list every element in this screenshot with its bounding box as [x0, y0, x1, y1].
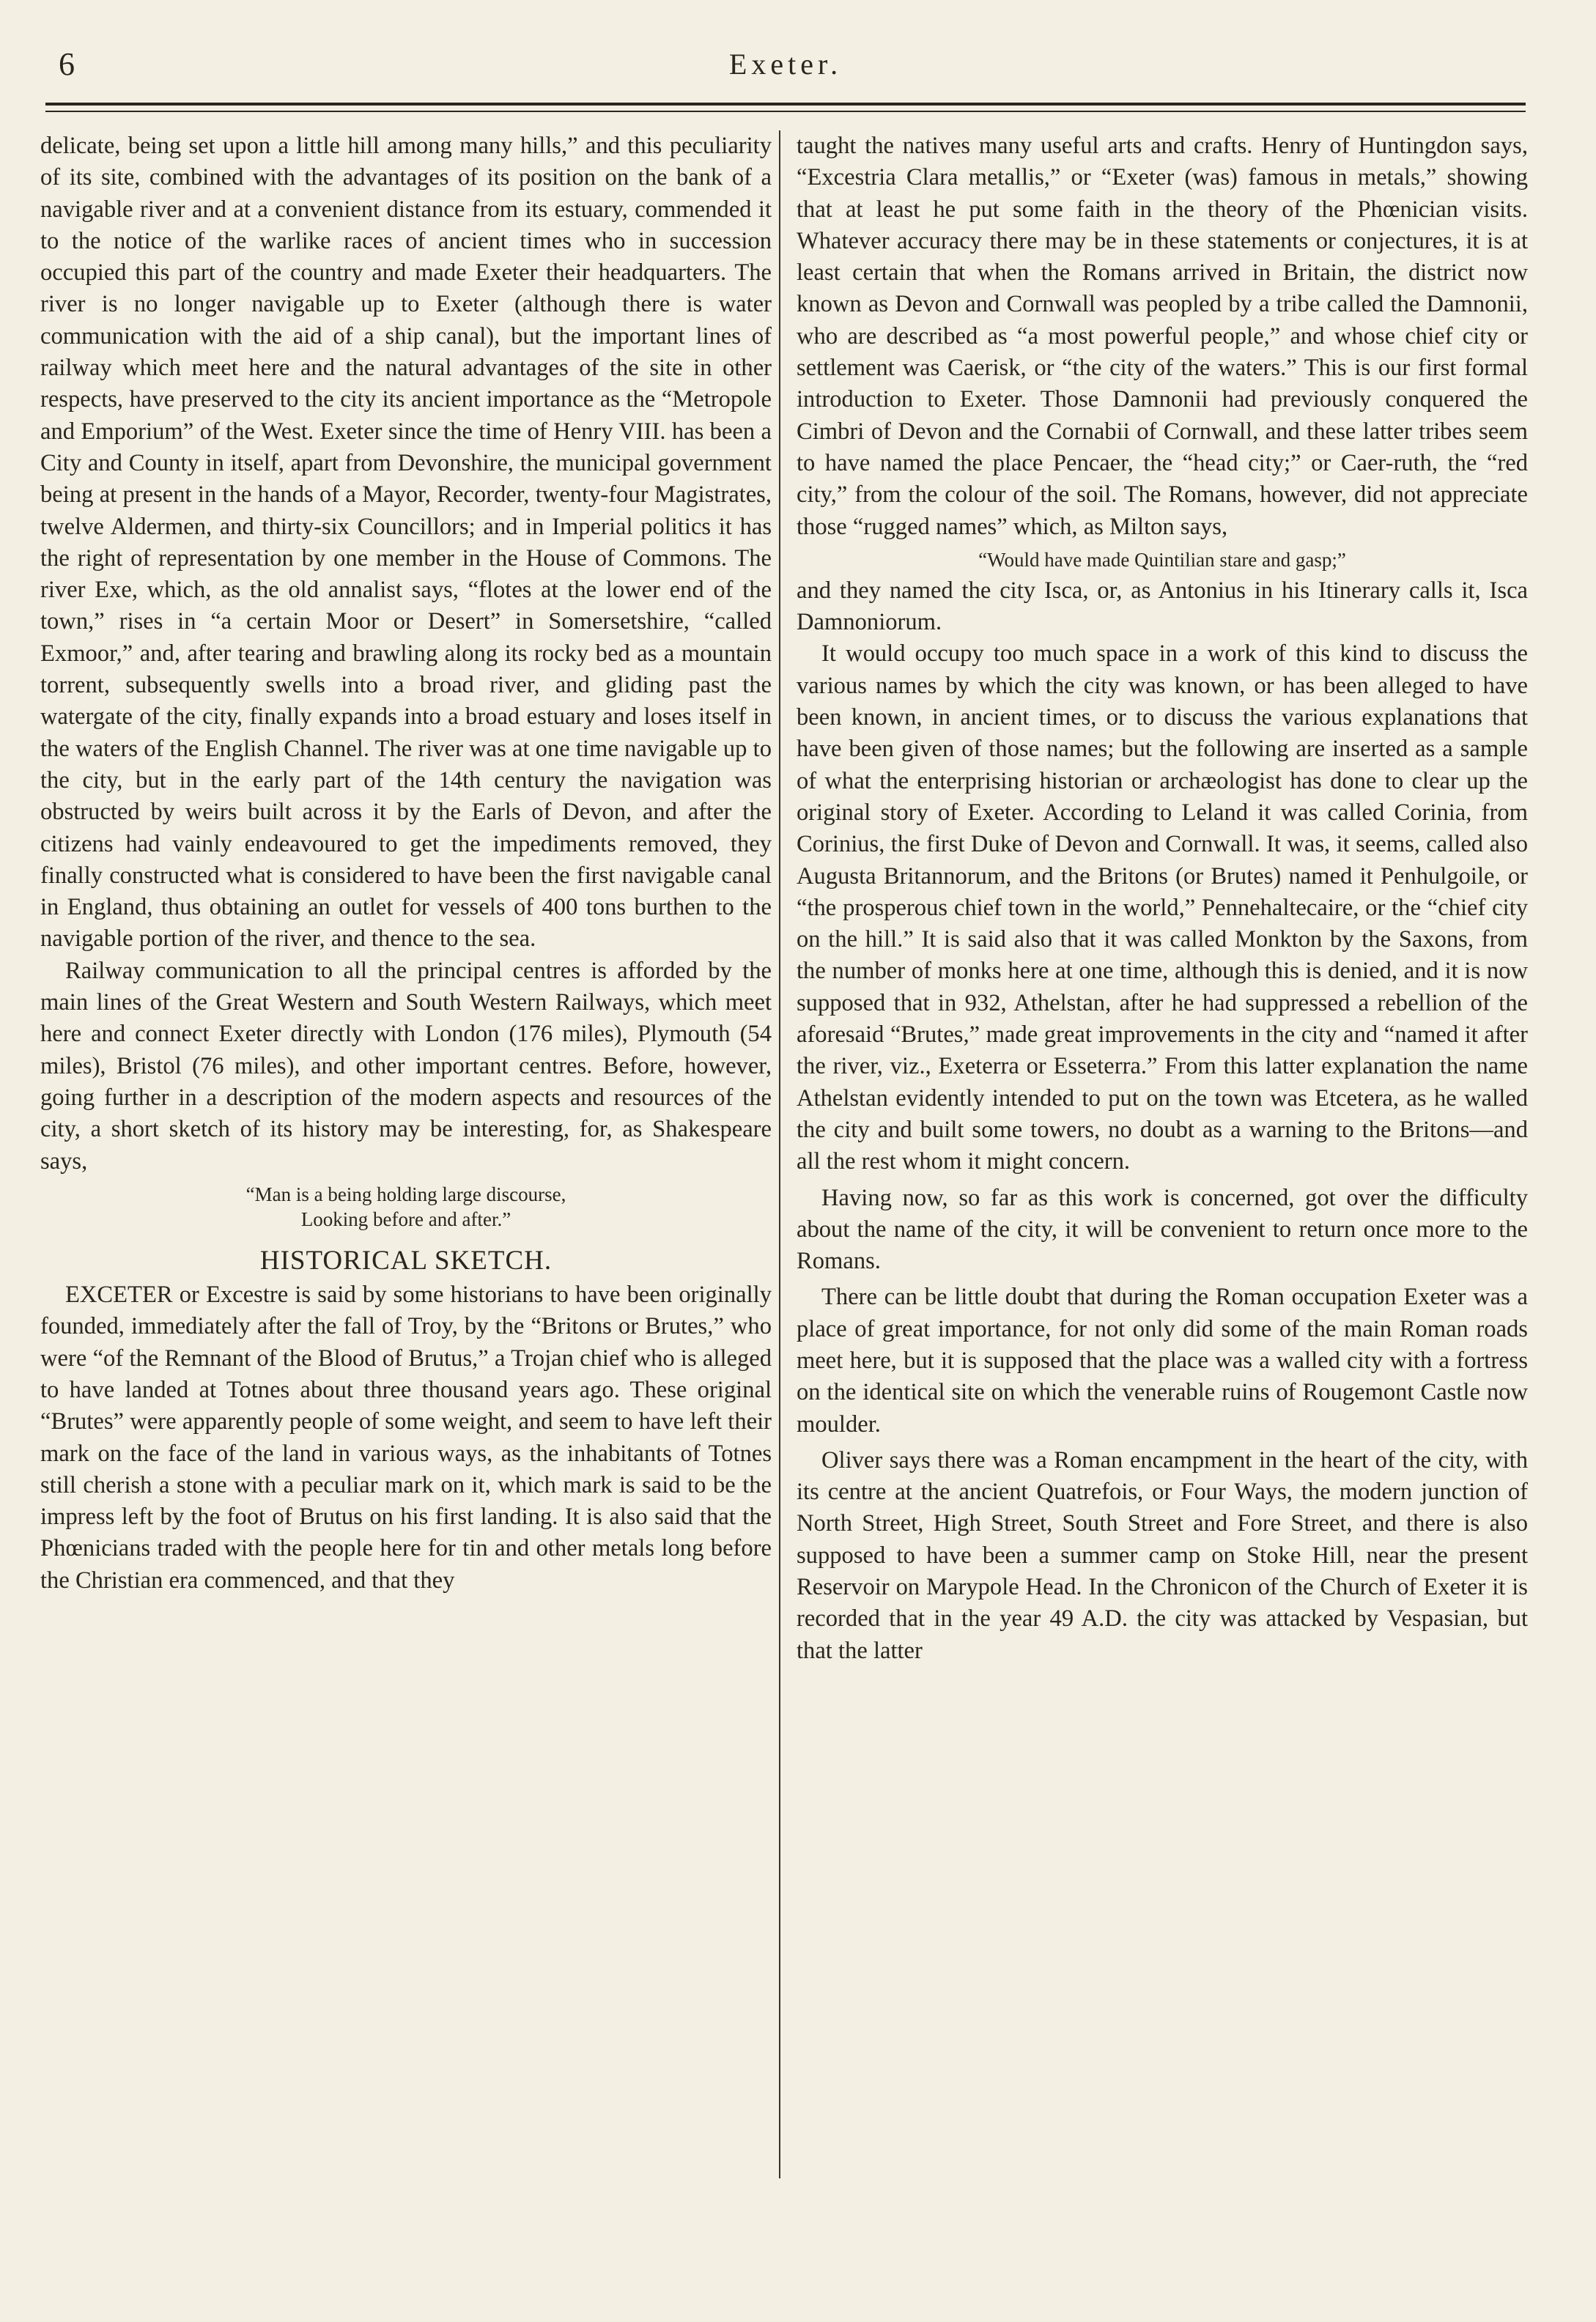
- right-column: [797, 130, 1528, 2189]
- quote-line: “Man is a being holding large discourse,: [245, 1183, 566, 1205]
- paragraph: Having now, so far as this work is concerned, got over the difficulty about the name of the city, it will be convenient to return once more to the Romans.: [797, 1184, 1528, 1275]
- paragraph: Oliver says there was a Roman encampment in the heart of the city, with its centre at the ancient Quatrefois, or Four Ways, the modern junction of North Street, High Street, South Street and Fore Street, and there is also supposed to have been a summer camp on Stoke Hill, near the present Reservoir on Marypole Head. In the Chronicon of the Church of Exeter it is recorded that in the year 49 A.D. the city was attacked by Vespasian, but that the latter: [797, 1446, 1528, 1664]
- left-column: [40, 130, 772, 2189]
- verse-quote: [797, 547, 1528, 572]
- column-divider: [779, 130, 780, 2178]
- quote-line: “Would have made Quintilian stare and gasp;”: [978, 548, 1346, 571]
- header-rule-thin: [45, 111, 1526, 112]
- section-heading: HISTORICAL SKETCH.: [259, 1245, 553, 1276]
- paragraph: There can be little doubt that during the Roman occupation Exeter was a place of great importance, for not only did some of the main Roman roads meet here, but it is supposed that the place was a walled city with a fortress on the identical site on which the venerable ruins of Rougemont Castle now moulder.: [797, 1284, 1528, 1438]
- paragraph: delicate, being set upon a little hill among many hills,” and this peculiarity of its site, combined with the advantages of its position on the bank of a navigable river and at a convenient distance from its estuary, commended it to the notice of the warlike races of ancient times who in succession occupied this part of the country and made Exeter their headquarters. The river is no longer navigable up to Exeter (although there is water communication with the aid of a ship canal), but the important lines of railway which meet here and the natural advantages of the site in other respects, have preserved to the city its ancient importance as the “Metropole and Emporium” of the West. Exeter since the time of Henry VIII. has been a City and County in itself, apart from Devonshire, the municipal government being at present in the hands of a Mayor, Recorder, twenty-four Magistrates, twelve Aldermen, and thirty-six Councillors; and in Imperial politics it has the right of representation by one member in the House of Commons. The river Exe, which, as the old annalist says, “flotes at the lower end of the town,” rises in “a certain Moor or Desert” in Somersetshire, “called Exmoor,” and, after tearing and brawling along its rocky bed as a mountain torrent, subsequently swells into a broad river, and gliding past the watergate of the city, finally expands into a broad estuary and loses itself in the waters of the English Channel. The river was at one time navigable up to the city, but in the early part of the 14th century the navigation was obstructed by weirs built across it by the Earls of Devon, and after the citizens had vainly endeavoured to get the impediments removed, they finally constructed what is considered to have been the first navigable canal in England, thus obtaining an outlet for vessels of 400 tons burthen to the navigable portion of the river, and thence to the sea.: [40, 133, 772, 953]
- page-header: [45, 45, 1526, 97]
- paragraph: taught the natives many useful arts and crafts. Henry of Huntingdon says, “Excestria Clara metallis,” or “Exeter (was) famous in metals,” showing that at least he put some faith in the theory of the Phœnician visits. Whatever accuracy there may be in these statements or conjectures, it is at least certain that when the Romans arrived in Britain, the district now known as Devon and Cornwall was peopled by a tribe called the Damnonii, who are described as “a most powerful people,” and whose chief city or settlement was Caerisk, or “the city of the waters.” This is our first formal introduction to Exeter. Those Damnonii had previously conquered the Cimbri of Devon and the Cornabii of Cornwall, and these latter tribes seem to have named the place Pencaer, the “head city;” or Caer-ruth, the “red city,” from the colour of the soil. The Romans, however, did not appreciate those “rugged names” which, as Milton says,: [797, 133, 1528, 540]
- running-head: Exeter.: [728, 48, 843, 81]
- paragraph: and they named the city Isca, or, as Antonius in his Itinerary calls it, Isca Damnoniorum.: [797, 577, 1528, 636]
- verse-quote: [40, 1182, 772, 1232]
- paragraph: It would occupy too much space in a work of this kind to discuss the various names by which the city was known, or has been alleged to have been known, in ancient times, or to discuss the various explanations that have been given of those names; but the following are inserted as a sample of what the enterprising historian or archæologist has done to clear up the original story of Exeter. According to Leland it was called Corinia, from Corinius, the first Duke of Devon and Cornwall. It was, it seems, called also Augusta Britannorum, and the Britons (or Brutes) named it Penhulgoile, or “the prosperous chief town in the world,” Pennehaltecaire, or the “chief city on the hill.” It is said also that it was called Monkton by the Saxons, from the number of monks here at one time, although this is denied, and it is now supposed that in 932, Athelstan, after he had suppressed a rebellion of the aforesaid “Brutes,” made great improvements in the city and “named it after the river, viz., Exeterra or Esseterra.” From this latter explanation the name Athelstan evidently intended to put on the town was Etcetera, as he walled the city and built some towers, no doubt as a warning to the Britons—and all the rest whom it might concern.: [797, 640, 1528, 1175]
- page-number: 6: [59, 46, 75, 82]
- header-rule-thick: [45, 103, 1526, 106]
- quote-line: Looking before and after.”: [300, 1208, 511, 1230]
- paragraph: Railway communication to all the principal centres is afforded by the main lines of the Great Western and South Western Railways, which meet here and connect Exeter directly with London (176 miles), Plymouth (54 miles), Bristol (76 miles), and other important centres. Before, however, going further in a description of the modern aspects and resources of the city, a short sketch of its history may be interesting, for, as Shakespeare says,: [40, 957, 772, 1175]
- paragraph: EXCETER or Excestre is said by some historians to have been originally founded, immediately after the fall of Troy, by the “Britons or Brutes,” who were “of the Remnant of the Blood of Brutus,” a Trojan chief who is alleged to have landed at Totnes about three thousand years ago. These original “Brutes” were apparently people of some weight, and seem to have left their mark on the face of the land in various ways, as the inhabitants of Totnes still cherish a stone with a peculiar mark on it, which mark is said to be the impress left by the foot of Brutus on his first landing. It is also said that the Phœnicians traded with the people here for tin and other metals long before the Christian era commenced, and that they: [40, 1282, 772, 1594]
